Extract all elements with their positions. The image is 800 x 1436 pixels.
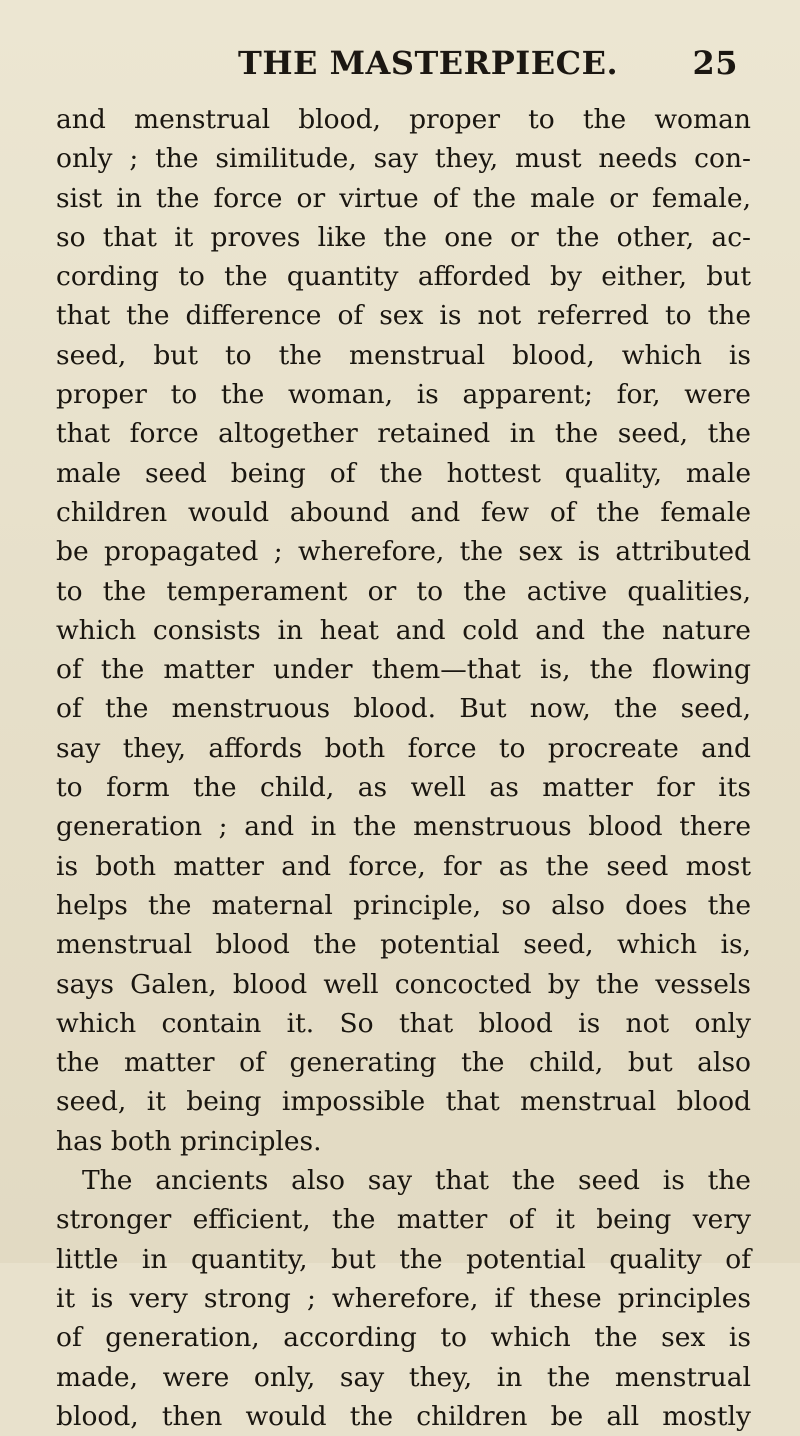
text-line: be propagated ; wherefore, the sex is attributed xyxy=(56,536,751,568)
text-line: it is very strong ; wherefore, if these principles xyxy=(56,1282,751,1314)
text-line: little in quantity, but the potential quality of xyxy=(56,1243,751,1275)
text-line: so that it proves like the one or the other, ac- xyxy=(56,221,751,253)
text-line: menstrual blood the potential seed, which is, xyxy=(56,929,751,961)
page-number: 25 xyxy=(692,44,738,82)
text-line: stronger efficient, the matter of it being very xyxy=(56,1204,751,1236)
text-line: that the difference of sex is not referred to the xyxy=(56,300,751,332)
text-line: proper to the woman, is apparent; for, were xyxy=(56,379,751,411)
text-line: cording to the quantity afforded by either, but xyxy=(56,261,751,293)
text-line: seed, it being impossible that menstrual blood xyxy=(56,1086,751,1118)
text-line: male seed being of the hottest quality, male xyxy=(56,457,751,489)
text-line: only ; the similitude, say they, must needs con- xyxy=(56,143,751,175)
body-text xyxy=(56,100,751,1436)
text-line: of generation, according to which the sex is xyxy=(56,1322,751,1354)
text-line: which consists in heat and cold and the nature xyxy=(56,614,751,646)
text-line: helps the maternal principle, so also does the xyxy=(56,889,751,921)
text-line: is both matter and force, for as the seed most xyxy=(56,850,751,882)
text-line: say they, affords both force to procreate and xyxy=(56,732,751,764)
text-line: to form the child, as well as matter for its xyxy=(56,772,751,804)
text-line: which contain it. So that blood is not only xyxy=(56,1007,751,1039)
text-line: says Galen, blood well concocted by the vessels xyxy=(56,968,751,1000)
text-line: generation ; and in the menstruous blood there xyxy=(56,811,751,843)
paragraph-start-line: The ancients also say that the seed is the xyxy=(82,1165,751,1197)
text-line: children would abound and few of the female xyxy=(56,496,751,528)
text-line: that force altogether retained in the seed, the xyxy=(56,418,751,450)
text-line: made, were only, say they, in the menstrual xyxy=(56,1361,751,1393)
text-line: sist in the force or virtue of the male or female, xyxy=(56,182,751,214)
text-line: to the temperament or to the active qualities, xyxy=(56,575,751,607)
paragraph-end-line: has both principles. xyxy=(56,1125,322,1157)
text-line: of the matter under them—that is, the flowing xyxy=(56,654,751,686)
running-title: THE MASTERPIECE. xyxy=(238,44,619,82)
text-line: and menstrual blood, proper to the woman xyxy=(56,104,751,135)
running-head xyxy=(238,44,738,90)
text-line: seed, but to the menstrual blood, which is xyxy=(56,339,751,371)
text-line: of the menstruous blood. But now, the seed, xyxy=(56,693,751,725)
text-line: blood, then would the children be all mostly xyxy=(56,1400,751,1432)
text-line: the matter of generating the child, but also xyxy=(56,1047,751,1079)
